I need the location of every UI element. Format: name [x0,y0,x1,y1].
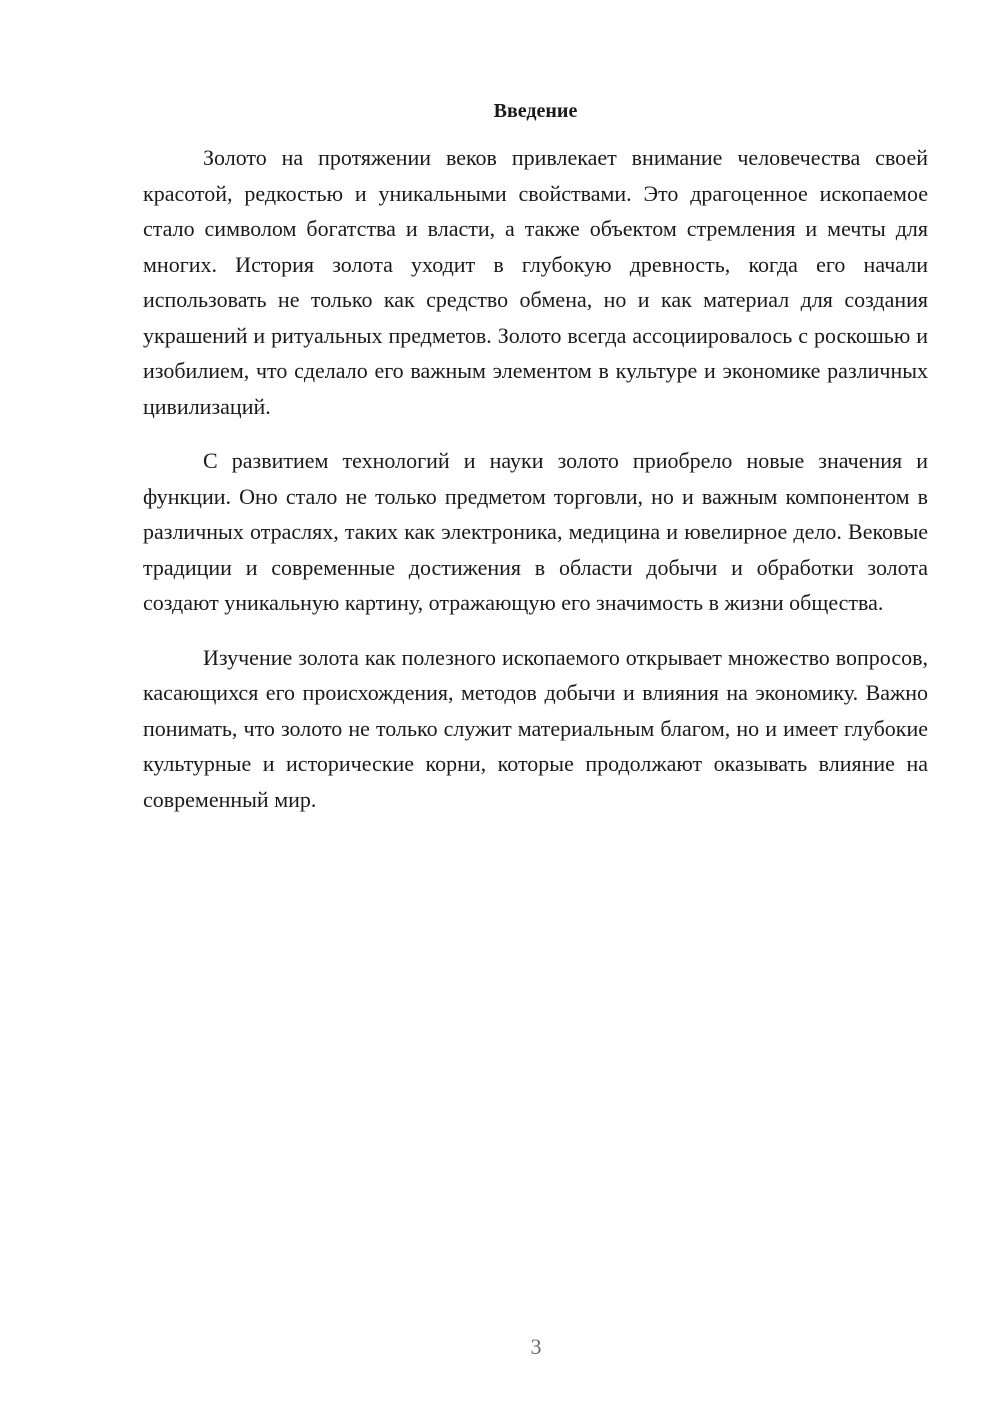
page-content [143,96,928,836]
paragraph-1: Золото на протяжении веков привлекает внимание человечества своей красотой, редкостью и уникальными свойствами. Это драгоценное ископаемое стало символом богатства и власти, а также объектом стремления и мечты для многих. История золота уходит в глубокую древность, когда его начали использовать не только как средство обмена, но и как материал для создания украшений и ритуальных предметов. Золото всегда ассоциировалось с роскошью и изобилием, что сделало его важным элементом в культуре и экономике различных цивилизаций. [143,145,928,419]
section-heading: Введение [493,100,578,122]
paragraph-3: Изучение золота как полезного ископаемого открывает множество вопросов, касающихся его происхождения, методов добычи и влияния на экономику. Важно понимать, что золото не только служит материальным благом, но и имеет глубокие культурные и исторические корни, которые продолжают оказывать влияние на современный мир. [143,644,928,812]
paragraph-2: С развитием технологий и науки золото приобрело новые значения и функции. Оно стало не только предметом торговли, но и важным компонентом в различных отраслях, таких как электроника, медицина и ювелирное дело. Вековые традиции и современные достижения в области добычи и обработки золота создают уникальную картину, отражающую его значимость в жизни общества. [143,448,928,615]
page-number: 3 [530,1334,542,1359]
